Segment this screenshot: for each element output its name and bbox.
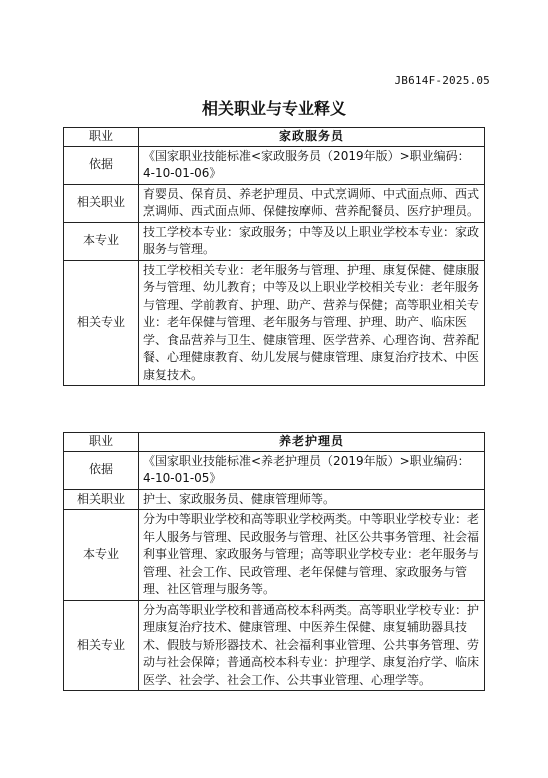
header-label: 职业 <box>64 128 139 147</box>
row-label: 相关职业 <box>64 489 139 510</box>
row-label: 依据 <box>64 451 139 489</box>
table-row-this-major <box>64 510 485 601</box>
table-row-related-majors <box>64 260 485 386</box>
row-value: 《国家职业技能标准<养老护理员（2019年版）>职业编码：4-10-01-05》 <box>139 451 485 489</box>
row-label: 依据 <box>64 146 139 184</box>
row-label: 相关专业 <box>64 600 139 691</box>
table-row-related-majors <box>64 600 485 691</box>
page-title: 相关职业与专业释义 <box>201 99 346 118</box>
table-row-basis <box>64 146 485 184</box>
header-label: 职业 <box>64 433 139 452</box>
row-label: 本专业 <box>64 222 139 260</box>
occupation-table-elderly-care <box>63 432 485 691</box>
occupation-table-housekeeping <box>63 127 485 386</box>
document-number: JB614F-2025.05 <box>394 74 490 87</box>
row-value: 分为中等职业学校和高等职业学校两类。中等职业学校专业：老年人服务与管理、民政服务与管理、社区公共事务管理、社会福利事业管理、家政服务与管理；高等职业学校专业：老年服务与管理、社会工作、民政管理、老年保健与管理、家政服务与管理、社区管理与服务等。 <box>139 510 485 601</box>
row-value: 技工学校本专业：家政服务；中等及以上职业学校本专业：家政服务与管理。 <box>139 222 485 260</box>
table-row-this-major <box>64 222 485 260</box>
occupation-name: 家政服务员 <box>139 128 485 147</box>
row-value: 护士、家政服务员、健康管理师等。 <box>139 489 485 510</box>
row-value: 技工学校相关专业：老年服务与管理、护理、康复保健、健康服务与管理、幼儿教育；中等及以上职业学校相关专业：老年服务与管理、学前教育、护理、助产、营养与保健；高等职业相关专业：老年保健与管理、老年服务与管理、护理、助产、临床医学、食品营养与卫生、健康管理、医学营养、心理咨询、营养配餐、心理健康教育、幼儿发展与健康管理、康复治疗技术、中医康复技术。 <box>139 260 485 386</box>
row-value: 《国家职业技能标准<家政服务员（2019年版）>职业编码：4-10-01-06》 <box>139 146 485 184</box>
table-header-row <box>64 128 485 147</box>
row-value: 分为高等职业学校和普通高校本科两类。高等职业学校专业：护理康复治疗技术、健康管理、中医养生保健、康复辅助器具技术、假肢与矫形器技术、社会福利事业管理、公共事务管理、劳动与社会保障；普通高校本科专业：护理学、康复治疗学、临床医学、社会学、社会工作、公共事业管理、心理学等。 <box>139 600 485 691</box>
table-header-row <box>64 433 485 452</box>
table-row-related-occupations <box>64 489 485 510</box>
occupation-name: 养老护理员 <box>139 433 485 452</box>
table-row-basis <box>64 451 485 489</box>
row-label: 相关专业 <box>64 260 139 386</box>
row-value: 育婴员、保育员、养老护理员、中式烹调师、中式面点师、西式烹调师、西式面点师、保健按摩师、营养配餐员、医疗护理员。 <box>139 184 485 222</box>
table-row-related-occupations <box>64 184 485 222</box>
row-label: 相关职业 <box>64 184 139 222</box>
row-label: 本专业 <box>64 510 139 601</box>
